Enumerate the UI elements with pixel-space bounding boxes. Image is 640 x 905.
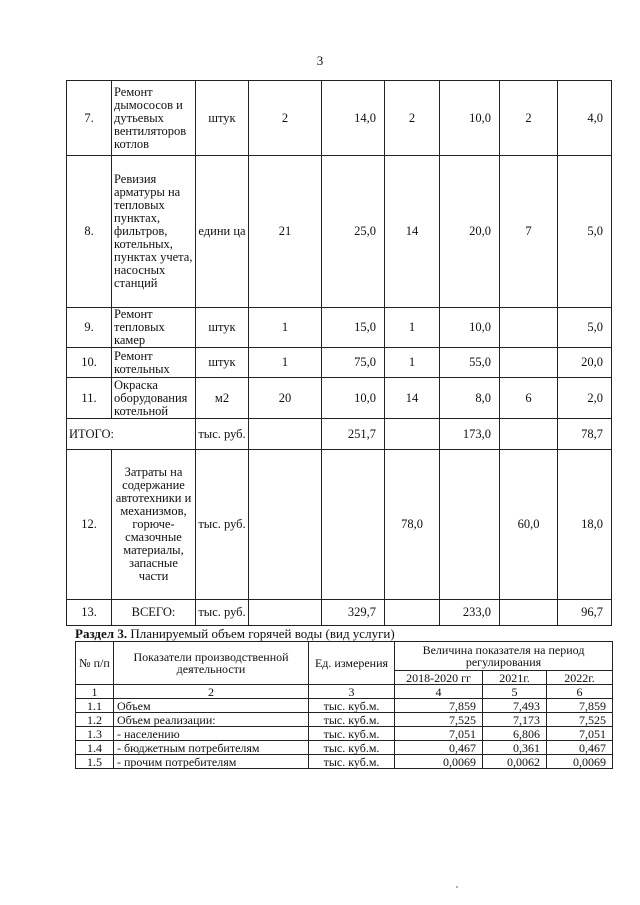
repair-costs-table bbox=[66, 80, 612, 626]
value-cell: 7,525 bbox=[547, 713, 613, 727]
value-cell: 78,7 bbox=[558, 419, 612, 450]
value-cell: 0,0069 bbox=[547, 755, 613, 769]
value-cell: 14,0 bbox=[322, 81, 385, 156]
row-name: Ревизия арматуры на тепловых пунктах, фильтров, котельных, пунктах учета, насосных станций bbox=[112, 156, 196, 308]
table-row bbox=[67, 156, 612, 308]
value-cell: 8,0 bbox=[440, 378, 500, 419]
column-number: 5 bbox=[483, 685, 547, 699]
row-name: Ремонт котельных bbox=[112, 348, 196, 378]
row-number: 8. bbox=[67, 156, 112, 308]
value-cell: 25,0 bbox=[322, 156, 385, 308]
value-cell: 55,0 bbox=[440, 348, 500, 378]
table-row bbox=[76, 755, 613, 769]
column-number: 2 bbox=[114, 685, 309, 699]
value-cell: 10,0 bbox=[440, 308, 500, 348]
row-unit: тыс. руб. bbox=[196, 450, 249, 600]
value-cell: 0,361 bbox=[483, 741, 547, 755]
table-row bbox=[76, 727, 613, 741]
value-cell: 7,859 bbox=[395, 699, 483, 713]
empty-cell bbox=[385, 419, 440, 450]
scan-speck bbox=[456, 886, 458, 888]
row-name: Затраты на содержание автотехники и механизмов, горюче-смазочные материалы, запасные части bbox=[112, 450, 196, 600]
row-unit: тыс. руб. bbox=[196, 419, 249, 450]
column-number-row bbox=[76, 685, 613, 699]
value-cell: 18,0 bbox=[558, 450, 612, 600]
qty-cell: 14 bbox=[385, 156, 440, 308]
row-unit: штук bbox=[196, 81, 249, 156]
row-name: Ремонт тепловых камер bbox=[112, 308, 196, 348]
row-number: 1.5 bbox=[76, 755, 114, 769]
value-cell: 233,0 bbox=[440, 600, 500, 626]
hot-water-volume-table bbox=[75, 641, 613, 769]
value-cell: 10,0 bbox=[322, 378, 385, 419]
row-name: - бюджетным потребителям bbox=[114, 741, 309, 755]
row-name: Ремонт дымососов и дутьевых вентиляторов котлов bbox=[112, 81, 196, 156]
value-cell: 15,0 bbox=[322, 308, 385, 348]
value-cell: 0,0062 bbox=[483, 755, 547, 769]
value-cell: 5,0 bbox=[558, 308, 612, 348]
section-prefix: Раздел 3. bbox=[75, 626, 128, 641]
value-cell: 7,051 bbox=[395, 727, 483, 741]
qty-cell: 2 bbox=[385, 81, 440, 156]
value-cell: 5,0 bbox=[558, 156, 612, 308]
empty-cell bbox=[500, 600, 558, 626]
header-name: Показатели производственной деятельности bbox=[114, 642, 309, 685]
empty-cell bbox=[249, 450, 322, 600]
qty-cell bbox=[500, 308, 558, 348]
row-number: 1.2 bbox=[76, 713, 114, 727]
table-row bbox=[67, 378, 612, 419]
qty-cell: 6 bbox=[500, 378, 558, 419]
header-year: 2022г. bbox=[547, 671, 613, 685]
row-number: 7. bbox=[67, 81, 112, 156]
table-row bbox=[67, 450, 612, 600]
row-unit: тыс. куб.м. bbox=[309, 741, 395, 755]
value-cell: 329,7 bbox=[322, 600, 385, 626]
qty-cell: 2 bbox=[249, 81, 322, 156]
row-unit: тыс. куб.м. bbox=[309, 699, 395, 713]
qty-cell bbox=[500, 348, 558, 378]
empty-cell bbox=[500, 419, 558, 450]
row-unit: тыс. куб.м. bbox=[309, 713, 395, 727]
row-name: - населению bbox=[114, 727, 309, 741]
value-cell: 0,0069 bbox=[395, 755, 483, 769]
row-number: 12. bbox=[67, 450, 112, 600]
qty-cell: 1 bbox=[249, 348, 322, 378]
row-name: Объем bbox=[114, 699, 309, 713]
value-cell: 7,051 bbox=[547, 727, 613, 741]
row-unit: тыс. куб.м. bbox=[309, 755, 395, 769]
empty-cell bbox=[249, 419, 322, 450]
value-cell: 0,467 bbox=[547, 741, 613, 755]
row-name: - прочим потребителям bbox=[114, 755, 309, 769]
table-row bbox=[76, 741, 613, 755]
total-row bbox=[67, 419, 612, 450]
row-number: 13. bbox=[67, 600, 112, 626]
value-cell: 78,0 bbox=[385, 450, 440, 600]
empty-cell bbox=[440, 450, 500, 600]
table-row bbox=[76, 699, 613, 713]
grand-total-row bbox=[67, 600, 612, 626]
table-row bbox=[76, 713, 613, 727]
row-name: ВСЕГО: bbox=[112, 600, 196, 626]
section-3-heading bbox=[75, 626, 395, 642]
qty-cell: 2 bbox=[500, 81, 558, 156]
qty-cell: 1 bbox=[385, 308, 440, 348]
row-number: 1.1 bbox=[76, 699, 114, 713]
row-number: 9. bbox=[67, 308, 112, 348]
table-row bbox=[67, 308, 612, 348]
row-number: 11. bbox=[67, 378, 112, 419]
page-number: 3 bbox=[316, 53, 324, 68]
qty-cell: 21 bbox=[249, 156, 322, 308]
column-number: 3 bbox=[309, 685, 395, 699]
qty-cell: 20 bbox=[249, 378, 322, 419]
row-number: 10. bbox=[67, 348, 112, 378]
row-unit: штук bbox=[196, 308, 249, 348]
value-cell: 6,806 bbox=[483, 727, 547, 741]
value-cell: 0,467 bbox=[395, 741, 483, 755]
value-cell: 7,173 bbox=[483, 713, 547, 727]
column-number: 1 bbox=[76, 685, 114, 699]
value-cell: 7,859 bbox=[547, 699, 613, 713]
total-label: ИТОГО: bbox=[67, 419, 196, 450]
qty-cell: 1 bbox=[385, 348, 440, 378]
row-unit: тыс. руб. bbox=[196, 600, 249, 626]
row-name: Окраска оборудования котельной bbox=[112, 378, 196, 419]
value-cell: 60,0 bbox=[500, 450, 558, 600]
section-title: Планируемый объем горячей воды (вид услуги) bbox=[127, 626, 395, 641]
header-year: 2021г. bbox=[483, 671, 547, 685]
header-period: Величина показателя на период регулирования bbox=[395, 642, 613, 671]
empty-cell bbox=[385, 600, 440, 626]
empty-cell bbox=[249, 600, 322, 626]
value-cell: 20,0 bbox=[558, 348, 612, 378]
value-cell: 2,0 bbox=[558, 378, 612, 419]
table-row bbox=[67, 348, 612, 378]
value-cell: 251,7 bbox=[322, 419, 385, 450]
value-cell: 4,0 bbox=[558, 81, 612, 156]
column-number: 4 bbox=[395, 685, 483, 699]
row-unit: тыс. куб.м. bbox=[309, 727, 395, 741]
value-cell: 96,7 bbox=[558, 600, 612, 626]
row-number: 1.3 bbox=[76, 727, 114, 741]
value-cell: 7,493 bbox=[483, 699, 547, 713]
table-row bbox=[67, 81, 612, 156]
value-cell: 75,0 bbox=[322, 348, 385, 378]
header-year: 2018-2020 гг bbox=[395, 671, 483, 685]
value-cell: 10,0 bbox=[440, 81, 500, 156]
value-cell: 7,525 bbox=[395, 713, 483, 727]
row-unit: штук bbox=[196, 348, 249, 378]
header-no: № п/п bbox=[76, 642, 114, 685]
row-unit: м2 bbox=[196, 378, 249, 419]
column-number: 6 bbox=[547, 685, 613, 699]
row-number: 1.4 bbox=[76, 741, 114, 755]
qty-cell: 1 bbox=[249, 308, 322, 348]
qty-cell: 14 bbox=[385, 378, 440, 419]
qty-cell: 7 bbox=[500, 156, 558, 308]
value-cell: 20,0 bbox=[440, 156, 500, 308]
empty-cell bbox=[322, 450, 385, 600]
row-unit: едини ца bbox=[196, 156, 249, 308]
header-unit: Ед. измерения bbox=[309, 642, 395, 685]
row-name: Объем реализации: bbox=[114, 713, 309, 727]
header-row bbox=[76, 642, 613, 671]
value-cell: 173,0 bbox=[440, 419, 500, 450]
